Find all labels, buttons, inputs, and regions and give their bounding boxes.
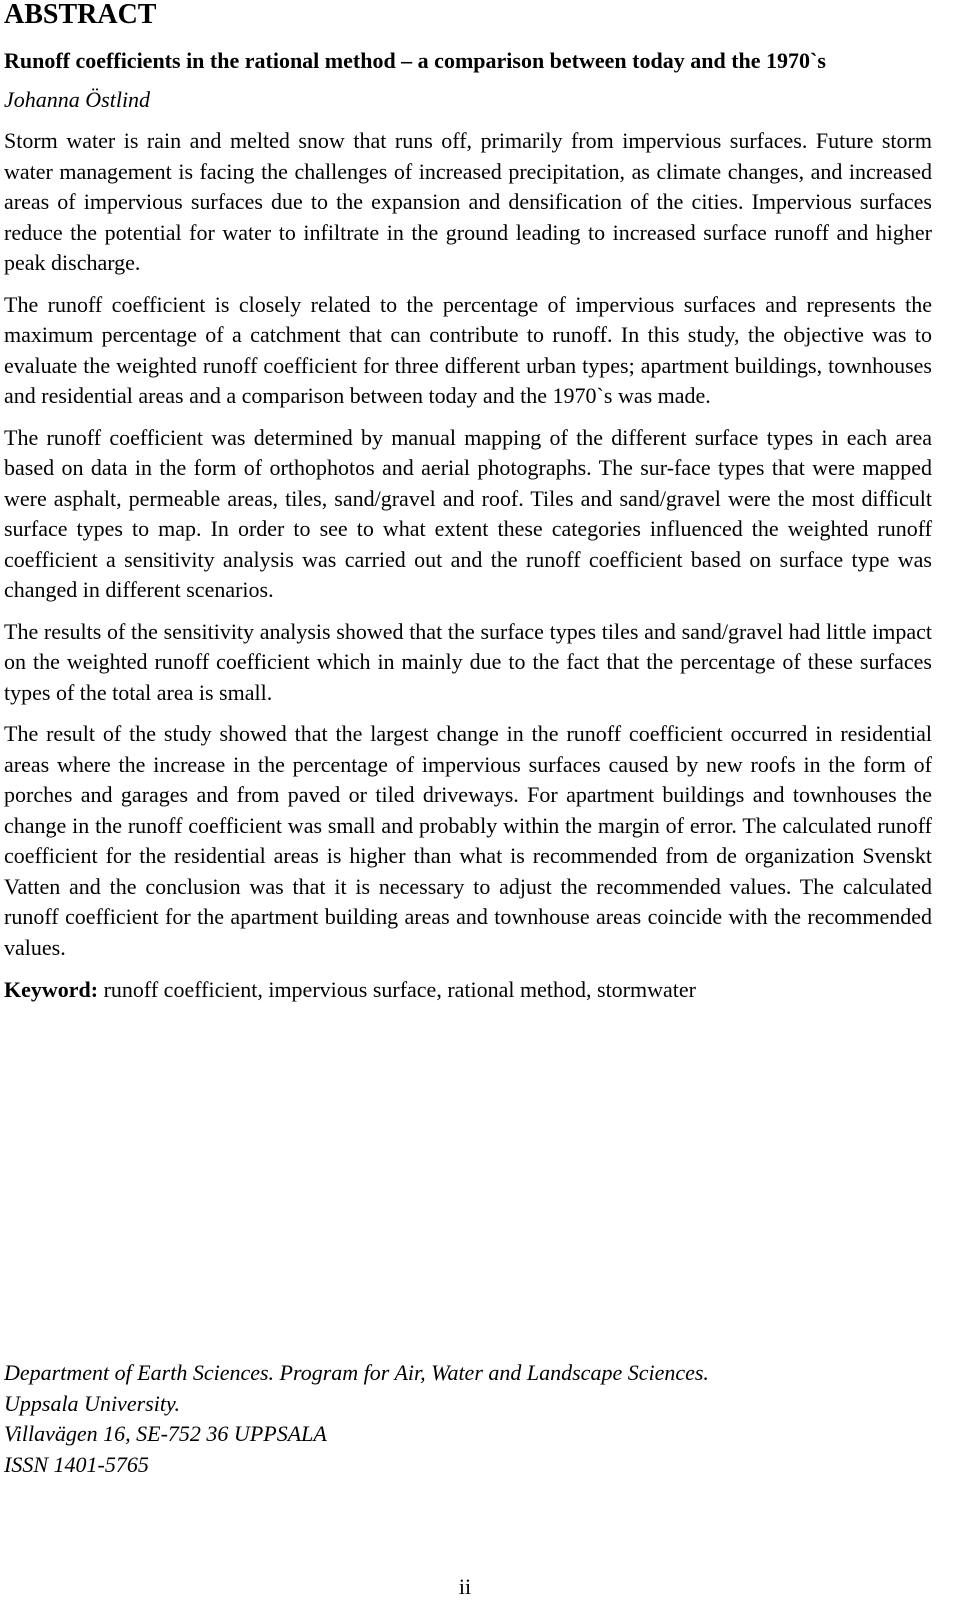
abstract-paragraph: Storm water is rain and melted snow that runs off, primarily from impervious surfaces. Future storm water management is facing the challenges of increased precipitation, as climate changes, and increased areas of impervious surfaces due to the expansion and densification of the cities. Impervious surfaces reduce the potential for water to infiltrate in the ground leading to increased surface runoff and higher peak discharge. (4, 128, 932, 275)
abstract-page (4, 0, 932, 1005)
keywords-label: Keyword: (4, 977, 99, 1002)
university-line: Uppsala University. (4, 1390, 180, 1416)
page-number: ii (458, 1574, 472, 1599)
author-name: Johanna Östlind (4, 87, 151, 112)
department-info (4, 1358, 709, 1480)
keywords-line (4, 975, 932, 1005)
issn-line: ISSN 1401-5765 (4, 1451, 149, 1477)
abstract-paragraph: The runoff coefficient is closely related to the percentage of impervious surfaces and represents the maximum percentage of a catchment that can contribute to runoff. In this study, the objective was to evaluate the weighted runoff coefficient for three different urban types; apartment buildings, townhouses and residential areas and a comparison between today and the 1970`s was made. (4, 291, 932, 408)
abstract-paragraph: The runoff coefficient was determined by manual mapping of the different surface types in each area based on data in the form of orthophotos and aerial photographs. The sur-face types that were mapped were asphalt, permeable areas, tiles, sand/gravel and roof. Tiles and sand/gravel were the most difficult surface types to map. In order to see to what extent these categories influenced the weighted runoff coefficient a sensitivity analysis was carried out and the runoff coefficient based on surface type was changed in different scenarios. (4, 424, 932, 602)
keywords-list: runoff coefficient, impervious surface, rational method, stormwater (98, 977, 696, 1002)
thesis-title: Runoff coefficients in the rational method – a comparison between today and the 1970`s (4, 48, 826, 73)
address-line: Villavägen 16, SE-752 36 UPPSALA (4, 1421, 327, 1446)
abstract-heading: ABSTRACT (4, 0, 157, 30)
abstract-paragraph: The results of the sensitivity analysis showed that the surface types tiles and sand/gravel had little impact on the weighted runoff coefficient which in mainly due to the fact that the percentage of these surfaces types of the total area is small. (4, 618, 932, 705)
department-line: Department of Earth Sciences. Program for Air, Water and Landscape Sciences. (4, 1360, 709, 1385)
abstract-paragraph: The result of the study showed that the largest change in the runoff coefficient occurred in residential areas where the increase in the percentage of impervious surfaces caused by new roofs in the form of porches and garages and from paved or tiled driveways. For apartment buildings and townhouses the change in the runoff coefficient was small and probably within the margin of error. The calculated runoff coefficient for the residential areas is higher than what is recommended from de organization Svenskt Vatten and the conclusion was that it is necessary to adjust the recommended values. The calculated runoff coefficient for the apartment building areas and townhouse areas coincide with the recommended values. (4, 721, 932, 960)
